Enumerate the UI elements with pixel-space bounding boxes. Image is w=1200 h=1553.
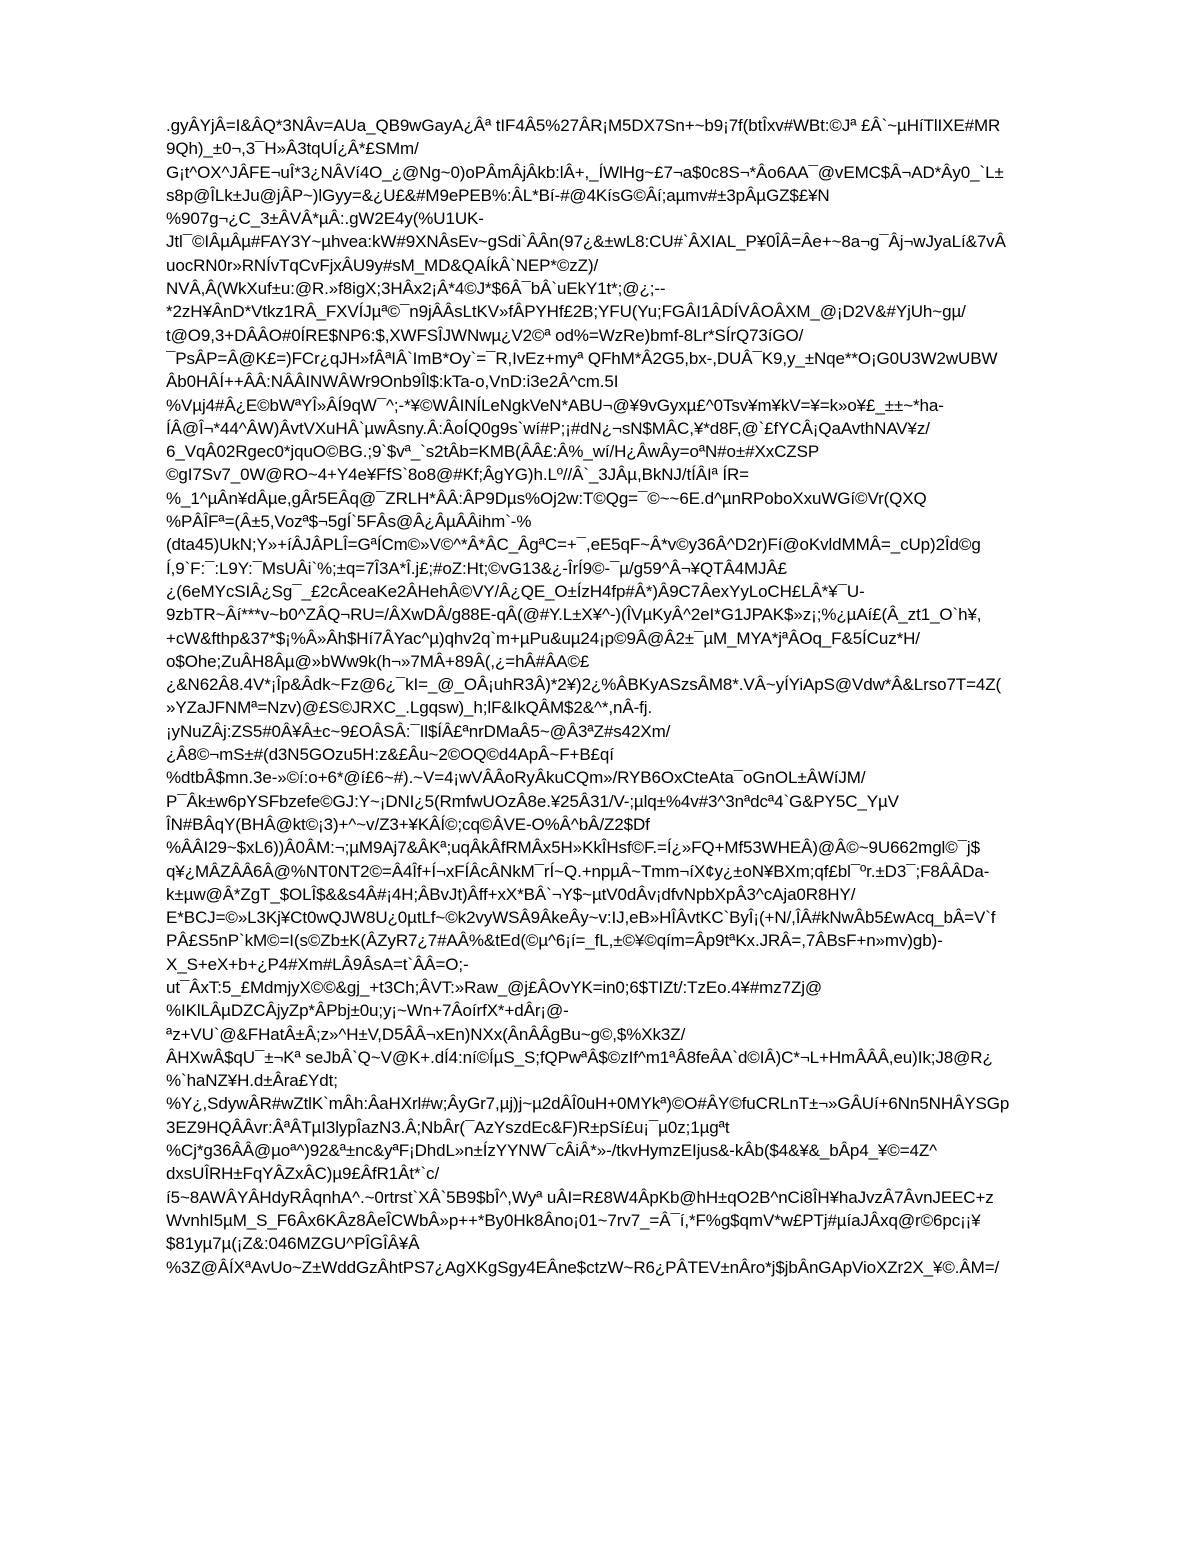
text-line: .gyÂYjÂ=I&ÂQ*3NÂv=AUa_QB9wGayA¿Âª tIF4Â5%27ÂR¡M5DX7Sn+~b9¡7f(btÎxv#WBt:©Jª £Â`~µHíTlIXE#MR [166, 116, 1001, 135]
text-line: ÂHXwÂ$qU¯±¬Kª seJbÂ`Q~V@K+.dÍ4:ní©ÍµS_S;fQPwªÂ$©zIf^m1ªÂ8feÂA`d©IÂ)C*¬L+HmÂÂÂ,eu)Ik;J8@R¿ [166, 1047, 993, 1067]
text-line: ¿&N62Â8.4V*¡Îp&Âdk~Fz@6¿¯kI=_@_OÂ¡uhR3Â)*2¥)2¿%ÂBKyASzsÂM8*.VÂ~yÍYiApS@Vdw*Â&Lrso7T=4Z( [166, 675, 1002, 695]
text-line: $81yµ7µ(¡Z&:046MZGU^PÎGÎÂ¥Â [166, 1234, 420, 1254]
text-line: Âb0HÂÍ++ÂÂ:NÂÂINWÂWr9Onb9Îl$:kTa-o,VnD:i3e2Â^cm.5I [166, 372, 619, 392]
text-line: ÍÂ@Î¬*44^ÂW)ÂvtVXuHÂ`µwÂsny.Â:ÂoÍQ0g9s`wí#P;¡#dN¿¬sN$MÂC,¥*d8F,@`£fYCÂ¡QaAvthNAV¥z/ [166, 418, 930, 438]
text-line: ¯PsÂP=Â@K£=)FCr¿qJH»fÂªIÂ`ImB*Oy`=¯R,IvEz+myª QFhM*Â2G5,bx-,DUÂ¯K9,y_±Nqe**O¡G0U3W2wUBW [166, 348, 998, 368]
text-line: %3Z@ÂÍXªAvUo~Z±WddGzÂhtPS7¿AgXKgSgy4EÂne$ctzW~R6¿PÂTEV±nÂro*j$jbÂnGApVioXZr2X_¥©.ÂM=/ [166, 1257, 1000, 1277]
text-line: %IKlLÂµDZCÂjyZp*ÂPbj±0u;y¡~Wn+7ÂoírfX*+dÂr¡@- [166, 1001, 569, 1021]
text-line: 6_VqÂ02Rgec0*jquO©BG.;9`$vª_`s2tÂb=KMB(ÂÂ£:Â%_wí/H¿ÂwÂy=oªN#o±#XxCZSP [166, 442, 820, 462]
text-line: q¥¿MÂZÂÂ6Â@%NT0NT2©=Â4Îf+Í¬xFÍÂcÂNkM¯rÍ~Q.+npµÂ~Tmm¬íX¢y¿±oN¥BXm;qf£bl¯ºr.±D3¯;F8ÂÂDa- [166, 861, 990, 881]
text-line: ut¯ÂxT:5_£MdmjyX©©&gj_+t3Ch;ÂVT:»Raw_@j£ÂOvYK=in0;6$TIZt/:TzEo.4¥#mz7Zj@ [166, 977, 823, 997]
text-line: »YZaJFNMª=Nzv)@£S©JRXC_.Lgqsw)_h;lF&IkQÂM$2&^*,nÂ-fj. [166, 698, 653, 718]
text-line: *2zH¥ÂnD*Vtkz1RÂ_FXVÍJµª©¯n9jÂÂsLtKV»fÂPYHf£2B;YFU(Yu;FGÂI1ÂDÍVÂOÂXM_@¡D2V&#YjUh~gµ/ [166, 302, 966, 322]
text-line: dxsUÎRH±FqYÂZxÂC)µ9£ÂfR1Ât*`c/ [166, 1164, 440, 1184]
text-line: s8p@ÎLk±Ju@jÂP~)lGyy=&¿U£&#M9ePEB%:ÂL*Bí-#@4KísG©Âí;aµmv#±3pÂµGZ$£¥N [166, 185, 830, 205]
text-line: uocRN0r»RNÍvTqCvFjxÂU9y#sM_MD&QAÍkÂ`NEP*©zZ)/ [166, 255, 599, 275]
text-line: (dta45)UkN;Y»+íÂJÂPLÎ=GªÍCm©»V©^*Â*ÂC_ÂgªC=+¯,eE5qF~Â*v©y36Â^D2r)Fí@oKvldMMÂ=_cUp)2Îd©g [166, 535, 981, 555]
text-line: PÂ£S5nP`kM©=I(s©Zb±K(ÂZyR7¿7#AÂ%&tEd(©µ^6¡í=_fL,±©¥©qím=Âp9tªKx.JRÂ=,7ÂBsF+n»mv)gb)- [166, 931, 943, 951]
text-line: %Vµj4#Â¿E©bWªYÎ»ÂÍ9qW¯^;-*¥©WÂINÍLeNgkVeN*ABU¬@¥9vGyxµ£^0Tsv¥m¥kV=¥=k»o¥£_±±~*ha- [166, 395, 944, 415]
text-line: í5~8AWÂYÂHdyRÂqnhA^.~0rtrst`XÂ`5B9$bÎ^,Wyª uÂI=R£8W4ÂpKb@hH±qO2B^nCi8ÎH¥haJvzÂ7ÂvnJEEC+z [166, 1187, 994, 1207]
text-line: 3EZ9HQÂÂvr:ÂªÂTµI3lypÎazN3.Â;NbÂr(¯AzYszdEc&F)R±pSí£u¡¯µ0z;1µgªt [166, 1117, 730, 1137]
text-line: Í,9`F:¯:L9Y:¯MsUÂi`%;±q=7Î3A*Î.j£;#oZ:Ht;©vG13&¿-ÎrÍ9©-¯µ/g59^Â¬¥QTÂ4MJÂ£ [166, 558, 788, 578]
text-line: %Cj*g36ÂÂ@µoª^)92&ª±nc&yªF¡DhdL»n±ÍzYYNW¯cÂiÂ*»-/tkvHymzEIjus&-kÂb($4&¥&_bÂp4_¥©=4Z^ [166, 1141, 938, 1161]
text-line: %ÂÂI29~$xL6))Â0ÂM:¬;µM9Aj7&ÂKª;uqÂkÂfRMÂx5H»KkÎHsf©F.=Í¿»FQ+Mf53WHEÂ)@Â©~9U662mgl©¯j$ [166, 838, 980, 858]
text-line: +cW&fthp&37*$¡%Â»Âh$Hí7ÂYac^µ)qhv2q`m+µPu&uµ24¡p©9Â@Â2±¯µM_MYA*jªÂOq_F&5ÍCuz*H/ [166, 628, 920, 648]
text-line: G¡t^OX^JÂFE¬uÎ*3¿NÂVí4O_¿@Ng~0)oPÂmÂjÂkb:lÂ+,_ÍWlHg~£7¬a$0c8S¬*Âo6AA¯@vEMC$Â¬AD*Ây0_`L± [166, 162, 1004, 182]
text-line: 9Qh)_±0¬,3¯H»Â3tqUÍ¿Â*£SMm/ [166, 139, 419, 159]
text-line: Jtl¯©IÂµÂµ#FAY3Y~µhvea:kW#9XNÂsEv~gSdi`ÂÂn(97¿&±wL8:CU#`ÂXIAL_P¥0ÎÂ=Âe+~8a¬g¯Âj¬wJyaLí&7vÂ [166, 232, 1006, 252]
document-text-block [166, 114, 1122, 1279]
text-line: WvnhI5µM_S_F6Âx6KÂz8ÂeÎCWbÂ»p++*By0Hk8Âno¡01~7rv7_=Â¯í,*F%g$qmV*w£PTj#µíaJÂxq@r©6pc¡¡¥ [166, 1210, 981, 1230]
text-line: X_S+eX+b+¿P4#Xm#LÂ9ÂsA=t`ÂÂ=O;- [166, 954, 469, 974]
text-line: %Y¿,SdywÂR#wZtlK`mÂh:ÂaHXrl#w;ÂyGr7,µj)j~µ2dÂÎ0uH+0MYkª)©O#ÂY©fuCRLnT±¬»GÂUí+6Nn5NHÂYSGp [166, 1094, 1010, 1114]
text-line: ©gI7Sv7_0W@RO~4+Y4e¥FfS`8o8@#Kf;ÂgYG)h.Lº//Â`_3JÂµ,BkNJ/tÍÂIª ÍR= [166, 465, 750, 485]
text-line: P¯Âk±w6pYSFbzefe©GJ:Y~¡DNI¿5(RmfwUOzÂ8e.¥25Â31/V-;µlq±%4v#3^3nªdcª4`G&PY5C_YµV [166, 791, 899, 811]
text-line: %PÂÎFª=(Â±5,Vozª$¬5gÍ`5FÂs@Â¿ÂµÂÂihm`-% [166, 512, 532, 532]
text-line: 9zbTR~Âí***v~b0^ZÂQ¬RU=/ÂXwDÂ/g88E-qÂ(@#Y.L±X¥^-)(ÎVµKyÂ^2eI*G1JPAK$»z¡;%¿µAí£(Â_zt1_O`h¥, [166, 605, 982, 625]
text-line: NVÂ,Â(WkXuf±u:@R.»f8igX;3HÂx2¡Â*4©J*$6Â¯bÂ`uEkY1t*;@¿;-- [166, 279, 666, 299]
text-line: %_1^µÂn¥dÂµe,gÂr5EÂq@¯ZRLH*ÂÂ:ÂP9Dµs%Oj2w:T©Qg=¯©~~6E.d^µnRPoboXxuWGí©Vr(QXQ [166, 488, 927, 508]
text-line: t@O9,3+DÂÂO#0ÍRE$NP6:$,XWFSÎJWNwµ¿V2©ª od%=WzRe)bmf-8Lr*SÍrQ73íGO/ [166, 325, 804, 345]
text-line: o$Ohe;ZuÂH8Âµ@»bWw9k(h¬»7MÂ+89Â(,¿=hÂ#ÂA©£ [166, 651, 590, 671]
text-line: k±µw@Â*ZgT_$OLÎ$&&s4Â#¡4H;ÂBvJt)Âff+xX*BÂ`¬Y$~µtV0dÂv¡dfvNpbXpÂ3^cAja0R8HY/ [166, 884, 856, 904]
text-line: ¿(6eMYcSIÂ¿Sg¯_£2cÂceaKe2ÂHehÂ©VY/Â¿QE_O±ÍzH4fp#Â*)Â9C7ÂexYyLoCH£LÂ*¥¯U- [166, 581, 865, 601]
text-line: %`haNZ¥H.d±Âra£Ydt; [166, 1071, 338, 1091]
text-line: E*BCJ=©»L3Kj¥Ct0wQJW8U¿0µtLf~©k2vyWSÂ9ÂkeÂy~v:IJ,eB»HÎÂvtKC`ByÎ¡(+N/,ÎÂ#kNwÂb5£wAcq_bÂ=V`f [166, 908, 996, 928]
text-line: %dtbÂ$mn.3e-»©í:o+6*@í£6~#).~V=4¡wVÂÂoRyÂkuCQm»/RYB6OxCteAta¯oGnOL±ÂWíJM/ [166, 768, 866, 788]
text-line: ÎN#BÂqY(BHÂ@kt©¡3)+^~v/Z3+¥KÂÍ©;cq©ÂVE-O%Â^bÂ/Z2$Df [166, 814, 650, 834]
text-line: %907g¬¿C_3±ÂVÂ*µÂ:.gW2E4y(%U1UK- [166, 209, 484, 229]
text-line: ¡yNuZÂj:ZS5#0Â¥Â±c~9£OÂSÂ:¯Il$ÍÂ£ªnrDMaÂ5~@Â3ªZ#s42Xm/ [166, 721, 671, 741]
text-line: ªz+VU`@&FHatÂ±Â;z»^H±V,D5ÂÂ¬xEn)NXx(ÂnÂÂgBu~g©,$%Xk3Z/ [166, 1024, 686, 1044]
text-line: ¿Â8©¬mS±#(d3N5GOzu5H:z&£Âu~2©OQ©d4ApÂ~F+B£qí [166, 745, 614, 765]
